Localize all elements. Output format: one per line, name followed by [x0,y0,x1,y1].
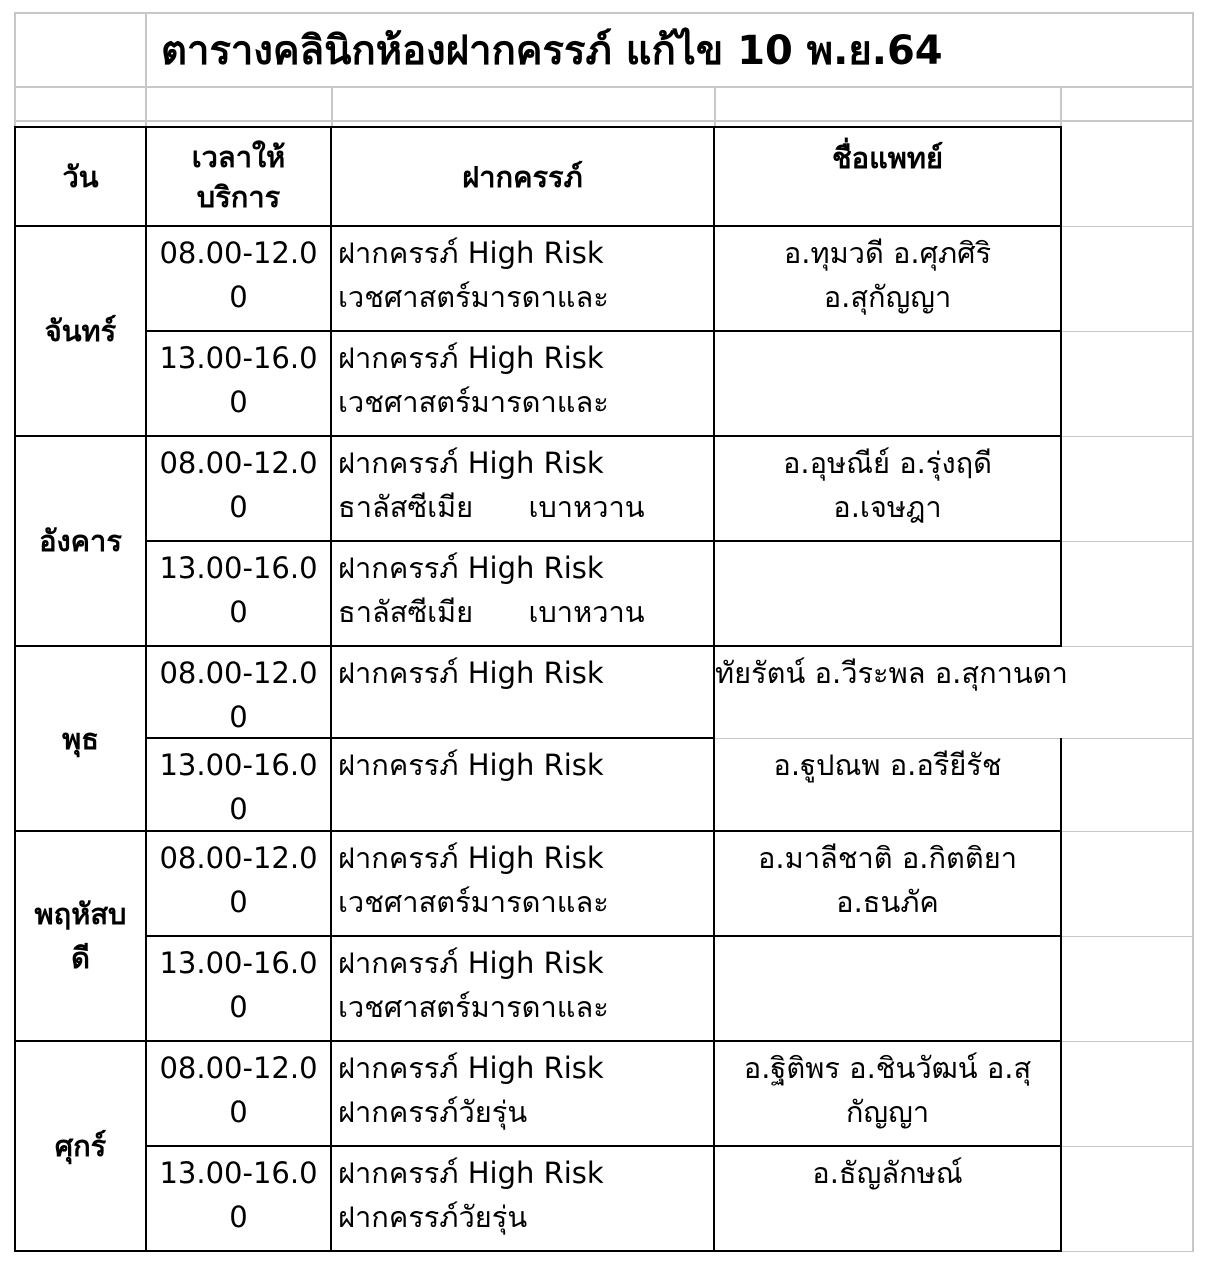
day-thursday: พฤหัสบ ดี [34,897,127,975]
day-monday: จันทร์ [44,314,117,348]
clinic-type: ฝากครรภ์ High Risk เวชศาสตร์มารดาและ [338,841,609,919]
header-clinic: ฝากครรภ์ [462,159,583,194]
header-day: วัน [62,159,99,194]
time-slot: 08.00-12.0 0 [159,236,318,314]
doctor-names: ทัยรัตน์ อ.วีระพล อ.สุกานดา [715,656,1068,690]
time-slot: 08.00-12.0 0 [159,446,318,524]
day-tuesday: อังคาร [39,524,122,558]
clinic-type: ฝากครรภ์ High Risk ฝากครรภ์วัยรุ่น [338,1156,604,1234]
clinic-type: ฝากครรภ์ High Risk ธาลัสซีเมีย เบาหวาน [338,551,645,629]
doctor-names [715,332,1060,435]
time-slot: 08.00-12.0 0 [159,1051,318,1129]
header-doctor: ชื่อแพทย์ [831,141,943,175]
time-slot: 13.00-16.0 0 [159,946,318,1024]
clinic-type: ฝากครรภ์ High Risk [338,748,604,782]
clinic-type: ฝากครรภ์ High Risk เวชศาสตร์มารดาและ [338,236,609,314]
doctor-names: อ.ฐิติพร อ.ชินวัฒน์ อ.สุ กัญญา [743,1051,1032,1129]
header-service-time: เวลาให้ บริการ [191,139,286,214]
time-slot: 13.00-16.0 0 [159,1156,318,1234]
doctor-names: อ.ทุมวดี อ.ศุภศิริ อ.สุกัญญา [783,236,992,314]
time-slot: 08.00-12.0 0 [159,656,318,734]
time-slot: 13.00-16.0 0 [159,341,318,419]
time-slot: 13.00-16.0 0 [159,748,318,826]
doctor-names [715,542,1060,645]
doctor-names: อ.ธัญลักษณ์ [812,1156,963,1190]
clinic-type: ฝากครรภ์ High Risk ฝากครรภ์วัยรุ่น [338,1051,604,1129]
clinic-type: ฝากครรภ์ High Risk เวชศาสตร์มารดาและ [338,946,609,1024]
clinic-type: ฝากครรภ์ High Risk ธาลัสซีเมีย เบาหวาน [338,446,645,524]
clinic-type: ฝากครรภ์ High Risk เวชศาสตร์มารดาและ [338,341,609,419]
time-slot: 13.00-16.0 0 [159,551,318,629]
doctor-names: อ.มาลีชาติ อ.กิตติยา อ.ธนภัค [758,841,1017,919]
day-friday: ศุกร์ [54,1129,107,1163]
doctor-names [715,937,1060,1040]
clinic-type: ฝากครรภ์ High Risk [338,656,604,690]
page-title: ตารางคลินิกห้องฝากครรภ์ แก้ไข 10 พ.ย.64 [161,28,943,74]
time-slot: 08.00-12.0 0 [159,841,318,919]
day-wednesday: พุธ [62,721,99,756]
doctor-names: อ.อุษณีย์ อ.รุ่งฤดี อ.เจษฎา [782,446,993,524]
doctor-names: อ.ฐูปณพ อ.อรียีรัช [773,748,1002,782]
